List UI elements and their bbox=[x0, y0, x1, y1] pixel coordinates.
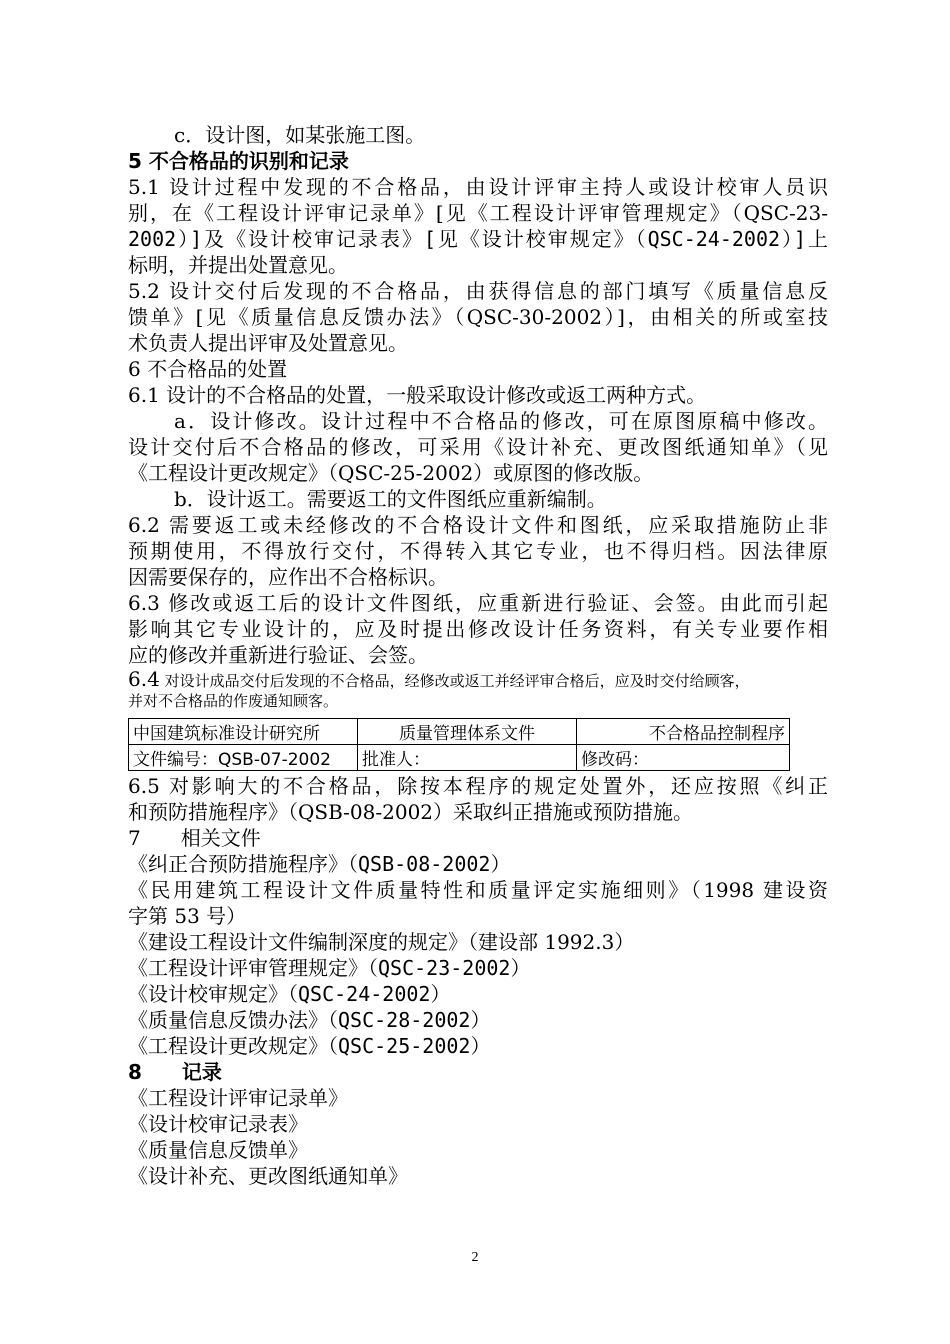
paragraph-line: 应的修改并重新进行验证、会签。 bbox=[128, 643, 428, 667]
paragraph-line: 6.3 修改或返工后的设计文件图纸，应重新进行验证、会签。由此而引起 bbox=[128, 591, 828, 615]
record-item: 《设计补充、更改图纸通知单》 bbox=[128, 1164, 408, 1188]
record-item: 《工程设计评审记录单》 bbox=[128, 1086, 348, 1110]
paragraph-line: 5.1 设计过程中发现的不合格品，由设计评审主持人或设计校审人员识 bbox=[128, 175, 828, 199]
reference-item: 《建设工程设计文件编制深度的规定》（建设部 1992.3） bbox=[128, 930, 635, 954]
reference-item: 《工程设计更改规定》（QSC-25-2002） bbox=[128, 1034, 491, 1058]
reference-item: 《质量信息反馈办法》（QSC-28-2002） bbox=[128, 1008, 491, 1032]
reference-item: 《工程设计评审管理规定》（QSC-23-2002） bbox=[128, 956, 531, 980]
reference-item: 《纠正合预防措施程序》（QSB-08-2002） bbox=[128, 852, 511, 876]
record-item: 《质量信息反馈单》 bbox=[128, 1138, 308, 1162]
paragraph-line: 标明，并提出处置意见。 bbox=[128, 253, 348, 277]
list-item-c: c．设计图，如某张施工图。 bbox=[174, 123, 426, 147]
reference-item: 《民用建筑工程设计文件质量特性和质量评定实施细则》（1998 建设资 bbox=[128, 878, 828, 902]
paragraph-line: 别，在《工程设计评审记录单》[见《工程设计评审管理规定》（QSC-23- bbox=[128, 201, 828, 225]
paragraph-line: 6.1 设计的不合格品的处置，一般采取设计修改或返工两种方式。 bbox=[128, 383, 707, 407]
paragraph-number: 6.4 bbox=[128, 667, 160, 691]
paragraph-6-4 bbox=[128, 668, 828, 690]
reference-item: 《设计校审规定》（QSC-24-2002） bbox=[128, 982, 451, 1006]
list-item-a: a．设计修改。设计过程中不合格品的修改，可在原图原稿中修改。 bbox=[174, 409, 828, 433]
page-number: 2 bbox=[471, 1250, 479, 1265]
paragraph-line: 和预防措施程序》（QSB-08-2002）采取纠正措施或预防措施。 bbox=[128, 800, 694, 824]
revision-cell: 修改码： bbox=[577, 745, 790, 771]
paragraph-line: 馈单》[见《质量信息反馈办法》（QSC-30-2002）]，由相关的所或室技 bbox=[128, 305, 828, 329]
paragraph-line: 《工程设计更改规定》（QSC-25-2002）或原图的修改版。 bbox=[128, 461, 654, 485]
doc-title-cell: 不合格品控制程序 bbox=[577, 719, 790, 745]
table-row bbox=[129, 745, 790, 771]
reference-item: 字第 53 号） bbox=[128, 904, 247, 928]
list-item-b: b．设计返工。需要返工的文件图纸应重新编制。 bbox=[174, 487, 607, 511]
paragraph-line: 术负责人提出评审及处置意见。 bbox=[128, 331, 408, 355]
section-heading-6: 6 不合格品的处置 bbox=[128, 357, 288, 381]
paragraph-line: 预期使用，不得放行交付，不得转入其它专业，也不得归档。因法律原 bbox=[128, 539, 828, 563]
doc-type-cell: 质量管理体系文件 bbox=[358, 719, 577, 745]
paragraph-line: 6.5 对影响大的不合格品，除按本程序的规定处置外，还应按照《纠正 bbox=[128, 774, 828, 798]
table-row bbox=[129, 719, 790, 745]
document-header-table bbox=[128, 718, 790, 771]
paragraph-line: 对设计成品交付后发现的不合格品，经修改或返工并经评审合格后，应及时交付给顾客， bbox=[164, 672, 750, 690]
section-heading-7: 7 相关文件 bbox=[128, 826, 261, 850]
paragraph-line: 因需要保存的，应作出不合格标识。 bbox=[128, 565, 448, 589]
paragraph-line: 5.2 设计交付后发现的不合格品，由获得信息的部门填写《质量信息反 bbox=[128, 279, 828, 303]
org-cell: 中国建筑标准设计研究所 bbox=[129, 719, 358, 745]
approver-cell: 批准人： bbox=[358, 745, 577, 771]
record-item: 《设计校审记录表》 bbox=[128, 1112, 308, 1136]
section-heading-8: 8 记录 bbox=[128, 1060, 222, 1084]
section-heading-5: 5 不合格品的识别和记录 bbox=[128, 149, 349, 173]
document-body bbox=[128, 122, 828, 1189]
paragraph-line: 并对不合格品的作废通知顾客。 bbox=[128, 692, 339, 710]
paragraph-line: 2002）]及《设计校审记录表》[见《设计校审规定》（QSC-24-2002）]上 bbox=[128, 227, 828, 251]
paragraph-line: 设计交付后不合格品的修改，可采用《设计补充、更改图纸通知单》（见 bbox=[128, 435, 828, 459]
doc-no-cell: 文件编号：QSB-07-2002 bbox=[129, 745, 358, 771]
paragraph-line: 影响其它专业设计的，应及时提出修改设计任务资料，有关专业要作相 bbox=[128, 617, 828, 641]
paragraph-line: 6.2 需要返工或未经修改的不合格设计文件和图纸，应采取措施防止非 bbox=[128, 513, 828, 537]
